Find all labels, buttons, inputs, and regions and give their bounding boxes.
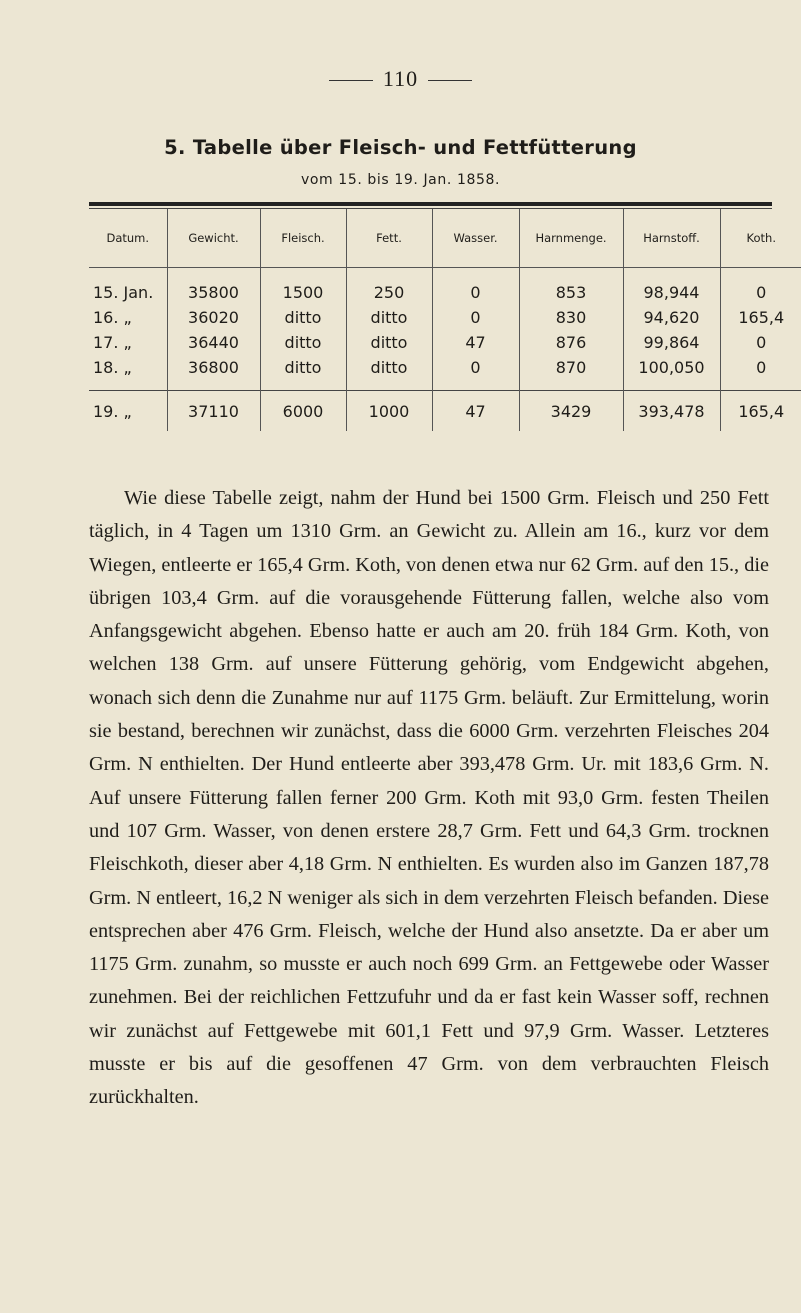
table-row [89, 305, 801, 330]
cell-datum: 18. „ [93, 358, 132, 377]
header-fleisch: Fleisch. [260, 209, 346, 268]
cell-fett: ditto [346, 355, 432, 391]
page-number-dash-left [329, 80, 373, 81]
cell-fleisch: ditto [260, 305, 346, 330]
cell-fett: ditto [346, 330, 432, 355]
total-fett: 1000 [346, 391, 432, 432]
body-text [89, 482, 769, 1115]
header-wasser: Wasser. [432, 209, 519, 268]
total-harnstoff: 393,478 [623, 391, 720, 432]
cell-koth: 0 [720, 330, 801, 355]
cell-harnstoff: 94,620 [623, 305, 720, 330]
header-datum: Datum. [89, 209, 167, 268]
total-fleisch: 6000 [260, 391, 346, 432]
table-row [89, 268, 801, 306]
table-row [89, 330, 801, 355]
cell-harnmenge: 853 [519, 268, 623, 306]
cell-wasser: 0 [432, 268, 519, 306]
data-table [89, 209, 801, 431]
header-harnstoff: Harnstoff. [623, 209, 720, 268]
header-koth: Koth. [720, 209, 801, 268]
cell-wasser: 0 [432, 355, 519, 391]
cell-harnmenge: 870 [519, 355, 623, 391]
cell-fleisch: 1500 [260, 268, 346, 306]
cell-gewicht: 35800 [167, 268, 260, 306]
cell-gewicht: 36800 [167, 355, 260, 391]
cell-datum: 17. „ [93, 333, 132, 352]
cell-fleisch: ditto [260, 330, 346, 355]
cell-gewicht: 36020 [167, 305, 260, 330]
cell-wasser: 0 [432, 305, 519, 330]
cell-harnstoff: 100,050 [623, 355, 720, 391]
cell-fett: ditto [346, 305, 432, 330]
cell-gewicht: 36440 [167, 330, 260, 355]
table-subtitle: vom 15. bis 19. Jan. 1858. [300, 172, 501, 188]
cell-harnmenge: 876 [519, 330, 623, 355]
page-number [0, 66, 801, 92]
total-gewicht: 37110 [167, 391, 260, 432]
header-harnmenge: Harnmenge. [519, 209, 623, 268]
paragraph: Wie diese Tabelle zeigt, nahm der Hund bei 1500 Grm. Fleisch und 250 Fett täglich, in 4 Tagen um 1310 Grm. an Gewicht zu. Allein am 16., kurz vor dem Wiegen, entleerte er 165,4 Grm. Koth, von denen etwa nur 62 Grm. auf den 15., die übrigen 103,4 Grm. auf die vorausgehende Fütterung fallen, welche also vom Anfangsgewicht abgehen. Ebenso hatte er auch am 20. früh 184 Grm. Koth, von welchen 138 Grm. auf unsere Fütterung gehörig, vom Endgewicht abgehen, wonach sich denn die Zunahme nur auf 1175 Grm. beläuft. Zur Ermittelung, worin sie bestand, berechnen wir zunächst, dass die 6000 Grm. verzehrten Fleisches 204 Grm. N enthielten. Der Hund entleerte aber 393,478 Grm. Ur. mit 183,6 Grm. N. Auf unsere Fütterung fallen ferner 200 Grm. Koth mit 93,0 Grm. festen Theilen und 107 Grm. Wasser, von denen erstere 28,7 Grm. Fett und 64,3 Grm. trocknen Fleischkoth, dieser aber 4,18 Grm. N enthielten. Es wurden also im Ganzen 187,78 Grm. N entleert, 16,2 N weniger als sich in dem verzehrten Fleisch befanden. Diese entsprechen aber 476 Grm. Fleisch, welche der Hund also ansetzte. Da er aber um 1175 Grm. zunahm, so musste er auch noch 699 Grm. an Fettgewebe oder Wasser zunehmen. Bei der reichlichen Fettzufuhr und da er fast kein Wasser soff, rechnen wir zunächst auf Fettgewebe mit 601,1 Fett und 97,9 Grm. Wasser. Letzteres musste er bis auf die gesoffenen 47 Grm. von dem verbrauchten Fleisch zurückhalten. [89, 487, 769, 1109]
total-wasser: 47 [432, 391, 519, 432]
cell-koth: 165,4 [720, 305, 801, 330]
header-row [89, 209, 801, 268]
header-gewicht: Gewicht. [167, 209, 260, 268]
cell-harnstoff: 99,864 [623, 330, 720, 355]
page-number-dash-right [428, 80, 472, 81]
cell-koth: 0 [720, 355, 801, 391]
total-row [89, 391, 801, 432]
cell-datum: 16. „ [93, 308, 132, 327]
cell-fett: 250 [346, 268, 432, 306]
total-koth: 165,4 [720, 391, 801, 432]
table-title: 5. Tabelle über Fleisch- und Fettfütterung [164, 136, 637, 159]
cell-harnstoff: 98,944 [623, 268, 720, 306]
table-row [89, 355, 801, 391]
top-rule-thick [89, 202, 772, 206]
page-number-text: 110 [382, 66, 419, 91]
header-fett: Fett. [346, 209, 432, 268]
cell-koth: 0 [720, 268, 801, 306]
cell-datum: 15. Jan. [93, 283, 154, 302]
feeding-table [89, 202, 785, 431]
cell-wasser: 47 [432, 330, 519, 355]
cell-fleisch: ditto [260, 355, 346, 391]
total-datum: 19. „ [89, 391, 167, 432]
cell-harnmenge: 830 [519, 305, 623, 330]
total-harnmenge: 3429 [519, 391, 623, 432]
